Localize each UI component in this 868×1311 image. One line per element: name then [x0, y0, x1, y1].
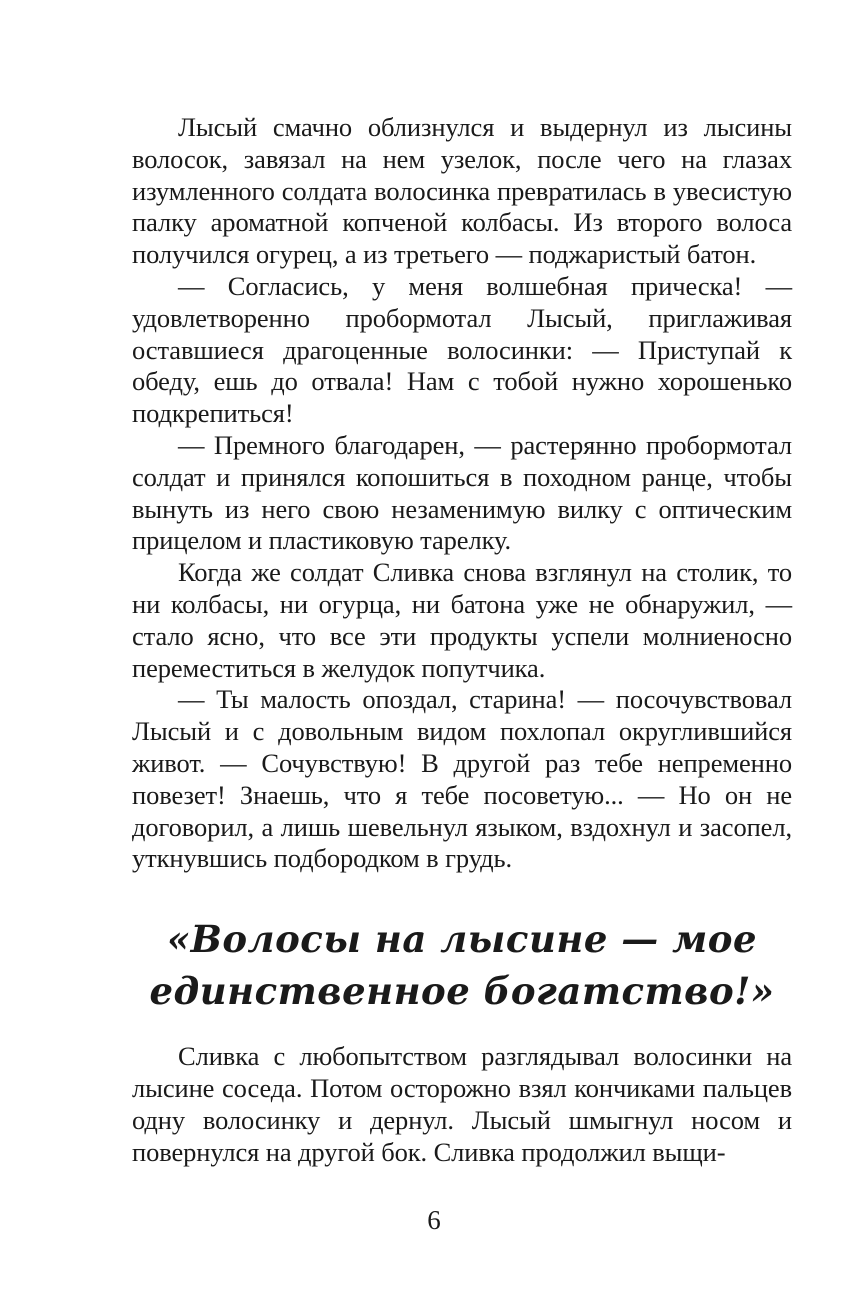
paragraph-5: — Ты малость опоздал, старина! — посочувствовал Лысый и с довольным видом похлопал округлившийся живот. — Сочувствую! В другой раз тебе непременно повезет! Знаешь, что я тебе посоветую... — Но он не договорил, а лишь шевельнул языком, вздохнул и засопел, уткнувшись подбородком в грудь. [132, 684, 792, 874]
paragraph-2: — Согласись, у меня волшебная прическа! — удовлетворенно пробормотал Лысый, приглаживая оставшиеся драгоценные волосинки: — Приступай к обеду, ешь до отвала! Нам с тобой нужно хорошенько подкрепиться! [132, 270, 792, 429]
chapter-heading-line-1: «Волосы на лысине — мое [166, 917, 758, 962]
paragraph-1: Лысый смачно облизнулся и выдернул из лысины волосок, завязал на нем узелок, после чего на глазах изумленного солдата волосинка превратилась в увесистую палку ароматной копченой колбасы. Из второго волоса получился огурец, а из третьего — поджаристый батон. [132, 112, 792, 270]
page-body [132, 112, 792, 1168]
page-number: 6 [427, 1205, 441, 1235]
chapter-heading [132, 913, 792, 1017]
chapter-heading-line-2: единственное богатство!» [149, 969, 775, 1014]
paragraph-6: Сливка с любопытством разглядывал волосинки на лысине соседа. Потом осторожно взял кончиками пальцев одну волосинку и дернул. Лысый шмыгнул носом и повернулся на другой бок. Сливка продолжил выщи- [132, 1041, 792, 1167]
paragraph-3: — Премного благодарен, — растерянно пробормотал солдат и принялся копошиться в походном ранце, чтобы вынуть из него свою незаменимую вилку с оптическим прицелом и пластиковую тарелку. [132, 429, 792, 556]
paragraph-4: Когда же солдат Сливка снова взглянул на столик, то ни колбасы, ни огурца, ни батона уже не обнаружил, — стало ясно, что все эти продукты успели молниеносно переместиться в желудок попутчика. [132, 557, 792, 683]
